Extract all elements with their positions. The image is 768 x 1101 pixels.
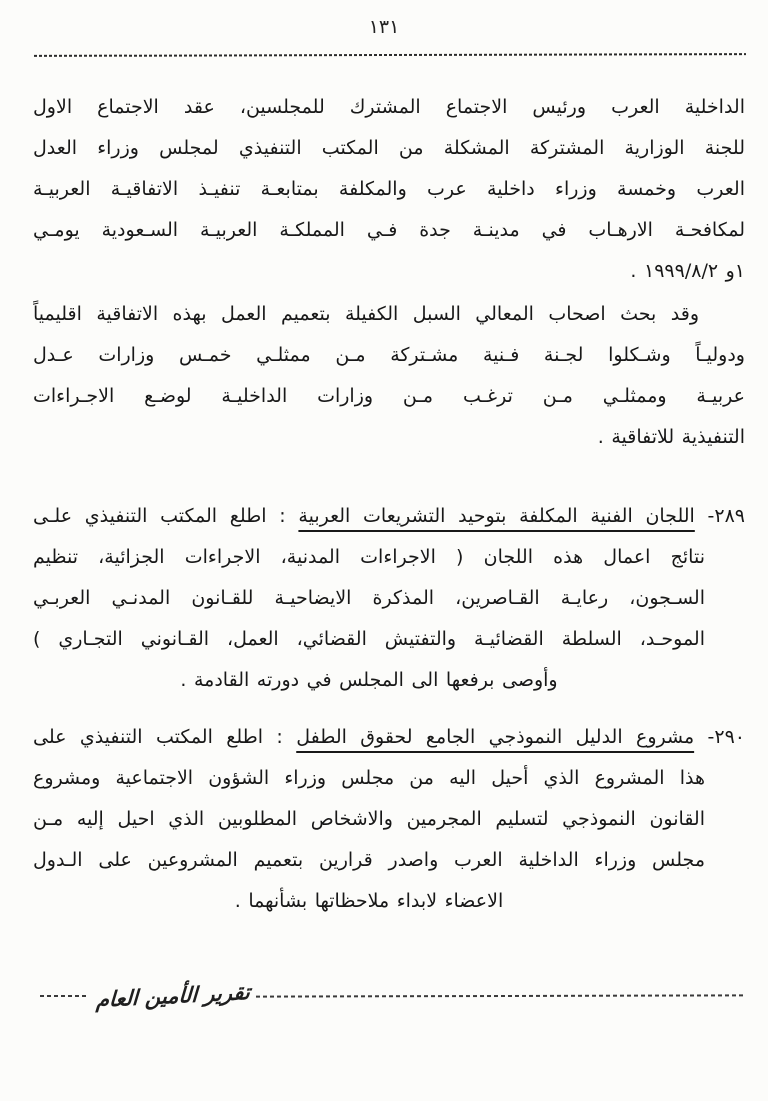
header-rule <box>34 53 746 57</box>
item-heading-line <box>33 496 745 537</box>
text-line: نتائج اعمال هذه اللجان ( الاجراءات المدنية، الاجراءات الجزائية، تنظيم <box>33 546 705 568</box>
item-body <box>33 758 745 922</box>
footer-rule-left <box>40 995 86 997</box>
text-line: وقد بحث اصحاب المعالي السبل الكفيلة بتعميم العمل بهذه الاتفاقية اقليمياً <box>33 303 699 325</box>
paragraph <box>33 294 745 458</box>
date-line: ١و ١٩٩٩/٨/٢ . <box>630 260 745 282</box>
page-number: ١٣١ <box>368 16 400 38</box>
item-number: ٢٩٠- <box>707 726 745 748</box>
footer-handwritten-title: تقرير الأمين العام <box>95 979 251 1013</box>
item-number: ٢٨٩- <box>707 505 745 527</box>
text-line: الداخلية العرب ورئيس الاجتماع المشترك للمجلسين، عقد الاجتماع الاول <box>33 96 745 118</box>
numbered-item-289 <box>33 496 745 701</box>
text-line: الاعضاء لابداء ملاحظاتها بشأنهما . <box>234 890 504 912</box>
text-line: وأوصى برفعها الى المجلس في دورته القادمة . <box>180 669 558 691</box>
paragraph <box>33 87 745 292</box>
text-line: القانون النموذجي لتسليم المجرمين والاشخاص المطلوبين الذي احيل إليه مـن <box>33 808 705 830</box>
footer <box>0 974 768 1018</box>
text-line: ودوليـاً وشـكلوا لجـنة فـنية مشـتركة مـن ممثلـي خمـس وزارات عـدل <box>33 344 745 366</box>
text-line: التنفيذية للاتفاقية . <box>597 426 745 448</box>
item-title-suffix: : اطلع المكتب التنفيذي علـى <box>33 505 286 527</box>
document-body <box>33 87 745 922</box>
item-body <box>33 537 745 701</box>
footer-rule-right <box>256 994 744 997</box>
numbered-item-290 <box>33 717 745 922</box>
item-title: اللجان الفنية المكلفة بتوحيد التشريعات العربية <box>298 505 695 527</box>
text-line: عربيـة وممثلـي مـن ترغـب مـن وزارات الداخليـة لوضـع الاجـراءات <box>33 385 745 407</box>
text-line: العرب وخمسة وزراء داخلية عرب والمكلفة بمتابعـة تنفيـذ الاتفاقيـة العربيـة <box>33 178 745 200</box>
text-line: لمكافحـة الارهـاب في مدينـة جدة فـي المملكـة العربيـة السـعودية يومـي <box>33 219 745 241</box>
text-line: مجلس وزراء الداخلية العرب واصدر قرارين بتعميم المشروعين على الـدول <box>33 849 705 871</box>
text-line: الموحـد، السلطة القضائيـة والتفتيش القضائي، العمل، القـانوني التجـاري ) <box>33 628 705 650</box>
text-line: السـجون، رعايـة القـاصرين، المذكرة الايضاحيـة للقـانون المدنـي العربـي <box>33 587 705 609</box>
text-line: للجنة الوزارية المشتركة المشكلة من المكتب التنفيذي لمجلس وزراء العدل <box>33 137 745 159</box>
text-line: هذا المشروع الذي أحيل اليه من مجلس وزراء الشؤون الاجتماعية ومشروع <box>33 767 705 789</box>
item-heading-line <box>33 717 745 758</box>
item-title: مشروع الدليل النموذجي الجامع لحقوق الطفل <box>296 726 695 748</box>
item-title-suffix: : اطلع المكتب التنفيذي على <box>33 726 283 748</box>
